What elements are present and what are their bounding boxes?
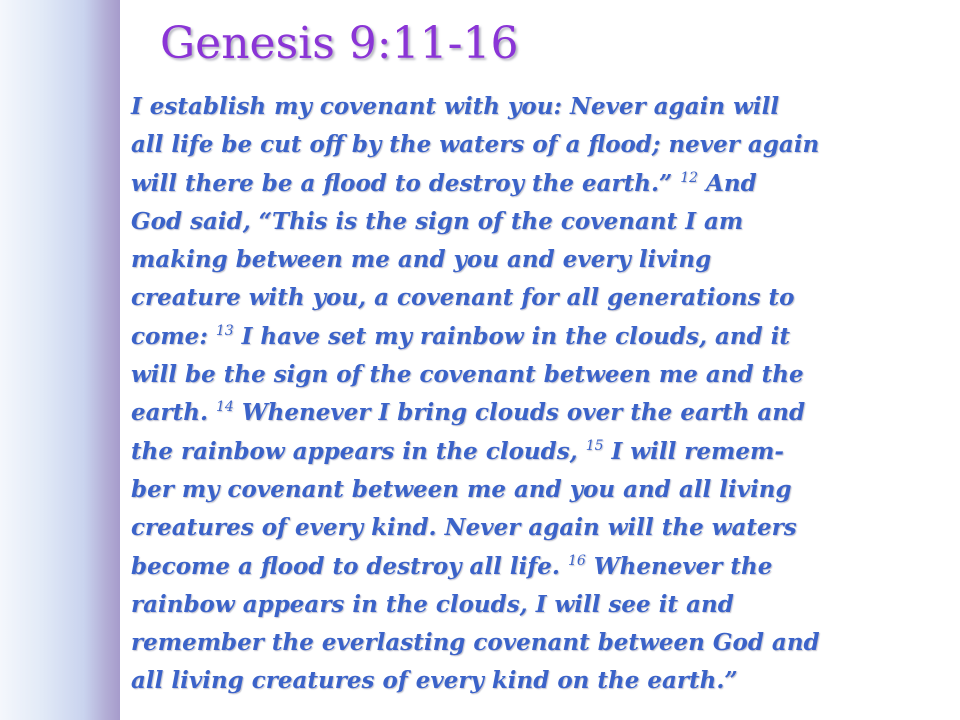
passage-line: [131, 318, 946, 356]
passage-text: come:: [131, 322, 216, 350]
verse-number: 12: [680, 169, 699, 186]
passage-line: [131, 509, 946, 547]
verse-number: 16: [567, 552, 586, 569]
verse-number: 14: [216, 399, 234, 416]
passage-line: [131, 88, 946, 126]
passage-line: [131, 471, 946, 509]
passage-line: [131, 203, 946, 241]
passage-text: creatures of every kind. Never again will the waters: [131, 514, 797, 542]
passage-text: rainbow appears in the clouds, I will see it and: [131, 590, 734, 618]
verse-number: 15: [585, 437, 604, 454]
passage-text: earth.: [131, 399, 217, 427]
passage-text: all living creatures of every kind on the earth.”: [131, 667, 738, 695]
passage-text: all life be cut off by the waters of a flood; never again: [131, 131, 820, 159]
passage-line: [131, 586, 946, 624]
passage-text: creature with you, a covenant for all generations to: [131, 284, 795, 312]
passage-line: [131, 241, 946, 279]
passage-line: [131, 662, 946, 700]
passage-text: remember the everlasting covenant between God and: [131, 629, 820, 657]
passage-text: Whenever the: [585, 552, 773, 580]
passage-line: [131, 624, 946, 662]
scripture-passage: [131, 88, 946, 701]
slide-title: Genesis 9:11-16: [160, 18, 519, 69]
passage-text: Whenever I bring clouds over the earth and: [233, 399, 806, 427]
passage-text: become a flood to destroy all life.: [131, 552, 568, 580]
passage-line: [131, 165, 946, 203]
passage-text: And: [698, 169, 757, 197]
passage-text: the rainbow appears in the clouds,: [131, 437, 586, 465]
passage-text: will there be a flood to destroy the earth.”: [131, 169, 681, 197]
passage-line: [131, 394, 946, 432]
passage-text: God said, “This is the sign of the covenant I am: [131, 207, 744, 235]
passage-line: [131, 279, 946, 317]
passage-text: I establish my covenant with you: Never again will: [131, 93, 780, 120]
passage-line: [131, 433, 946, 471]
passage-text: I will remem-: [603, 437, 784, 465]
passage-text: will be the sign of the covenant between me and the: [131, 361, 804, 389]
passage-text: making between me and you and every living: [131, 246, 712, 274]
decorative-side-band: [0, 0, 120, 720]
passage-text: ber my covenant between me and you and all living: [131, 475, 792, 503]
passage-line: [131, 356, 946, 394]
passage-line: [131, 126, 946, 164]
passage-text: I have set my rainbow in the clouds, and it: [233, 322, 791, 350]
passage-line: [131, 548, 946, 586]
verse-number: 13: [215, 322, 234, 339]
